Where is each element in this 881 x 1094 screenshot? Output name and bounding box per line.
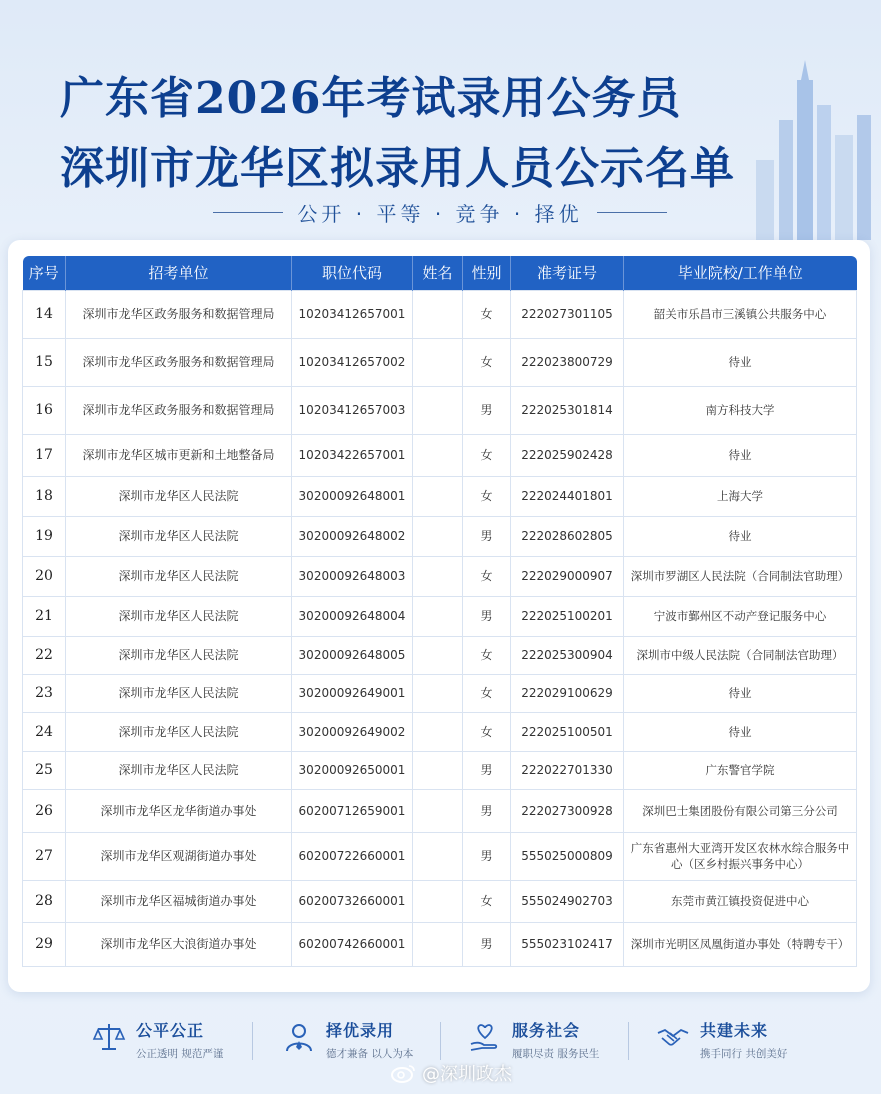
- cell-gender: 女: [463, 290, 511, 338]
- cell-seq: 19: [23, 516, 66, 556]
- cell-exam-no: 222028602805: [511, 516, 624, 556]
- cell-unit: 深圳市龙华区福城街道办事处: [66, 880, 292, 922]
- cell-unit: 深圳市龙华区人民法院: [66, 556, 292, 596]
- cell-name: [413, 880, 463, 922]
- divider: [628, 1022, 629, 1060]
- cell-school: 待业: [624, 674, 857, 712]
- col-header-exam-no: 准考证号: [511, 256, 624, 290]
- subtitle-rule-left: [213, 212, 283, 213]
- cell-position-code: 30200092648003: [292, 556, 413, 596]
- cell-school: 深圳巴士集团股份有限公司第三分公司: [624, 789, 857, 832]
- cell-position-code: 30200092649002: [292, 712, 413, 751]
- cell-school: 广东省惠州大亚湾开发区农林水综合服务中心（区乡村振兴事务中心）: [624, 832, 857, 880]
- handshake-icon: [656, 1020, 690, 1054]
- cell-unit: 深圳市龙华区人民法院: [66, 751, 292, 789]
- cell-position-code: 30200092648002: [292, 516, 413, 556]
- cell-gender: 男: [463, 789, 511, 832]
- cell-position-code: 30200092648001: [292, 476, 413, 516]
- col-header-gender: 性别: [463, 256, 511, 290]
- cell-position-code: 10203412657002: [292, 338, 413, 386]
- cell-school: 广东警官学院: [624, 751, 857, 789]
- cell-unit: 深圳市龙华区观湖街道办事处: [66, 832, 292, 880]
- pillar-future: [656, 1018, 846, 1078]
- cell-gender: 男: [463, 832, 511, 880]
- table-row: [23, 596, 857, 636]
- table-row: [23, 712, 857, 751]
- cell-school: 待业: [624, 434, 857, 476]
- cell-position-code: 60200742660001: [292, 922, 413, 966]
- cell-position-code: 60200712659001: [292, 789, 413, 832]
- cell-name: [413, 751, 463, 789]
- cell-gender: 男: [463, 386, 511, 434]
- table-row: [23, 516, 857, 556]
- cell-school: 韶关市乐昌市三溪镇公共服务中心: [624, 290, 857, 338]
- cell-gender: 女: [463, 476, 511, 516]
- cell-name: [413, 832, 463, 880]
- cell-seq: 14: [23, 290, 66, 338]
- cell-position-code: 30200092648004: [292, 596, 413, 636]
- cell-gender: 男: [463, 596, 511, 636]
- col-header-name: 姓名: [413, 256, 463, 290]
- cell-name: [413, 338, 463, 386]
- cell-unit: 深圳市龙华区人民法院: [66, 596, 292, 636]
- cell-school: 深圳市光明区凤凰街道办事处（特聘专干）: [624, 922, 857, 966]
- cell-gender: 男: [463, 751, 511, 789]
- cell-unit: 深圳市龙华区人民法院: [66, 674, 292, 712]
- cell-exam-no: 222025902428: [511, 434, 624, 476]
- col-header-seq: 序号: [23, 256, 66, 290]
- table-header-row: [23, 256, 857, 290]
- pillar-sub: 携手同行 共创美好: [700, 1048, 788, 1060]
- header: [0, 0, 881, 240]
- cell-seq: 18: [23, 476, 66, 516]
- cell-seq: 17: [23, 434, 66, 476]
- cell-name: [413, 712, 463, 751]
- cell-school: 待业: [624, 712, 857, 751]
- cell-exam-no: 222025301814: [511, 386, 624, 434]
- col-header-school: 毕业院校/工作单位: [624, 256, 857, 290]
- cell-unit: 深圳市龙华区人民法院: [66, 712, 292, 751]
- cell-seq: 21: [23, 596, 66, 636]
- cell-gender: 女: [463, 434, 511, 476]
- table-row: [23, 434, 857, 476]
- pillar-fair: [92, 1018, 282, 1078]
- cell-unit: 深圳市龙华区政务服务和数据管理局: [66, 338, 292, 386]
- cell-position-code: 10203412657001: [292, 290, 413, 338]
- cell-unit: 深圳市龙华区政务服务和数据管理局: [66, 386, 292, 434]
- cell-position-code: 60200722660001: [292, 832, 413, 880]
- cell-seq: 24: [23, 712, 66, 751]
- cell-unit: 深圳市龙华区大浪街道办事处: [66, 922, 292, 966]
- cell-gender: 女: [463, 712, 511, 751]
- table-row: [23, 922, 857, 966]
- cell-name: [413, 386, 463, 434]
- cell-position-code: 10203412657003: [292, 386, 413, 434]
- pillar-sub: 公正透明 规范严谨: [136, 1048, 224, 1060]
- cell-position-code: 30200092649001: [292, 674, 413, 712]
- col-header-unit: 招考单位: [66, 256, 292, 290]
- cell-school: 东莞市黄江镇投资促进中心: [624, 880, 857, 922]
- cell-name: [413, 556, 463, 596]
- cell-seq: 20: [23, 556, 66, 596]
- cell-exam-no: 222025100201: [511, 596, 624, 636]
- weibo-icon: [390, 1063, 416, 1083]
- cell-name: [413, 922, 463, 966]
- cell-position-code: 30200092648005: [292, 636, 413, 674]
- table-row: [23, 636, 857, 674]
- table-row: [23, 832, 857, 880]
- cell-seq: 16: [23, 386, 66, 434]
- subtitle-rule-right: [597, 212, 667, 213]
- cell-gender: 女: [463, 338, 511, 386]
- table-row: [23, 556, 857, 596]
- cell-exam-no: 222027300928: [511, 789, 624, 832]
- cell-gender: 女: [463, 556, 511, 596]
- table-row: [23, 880, 857, 922]
- cell-gender: 女: [463, 674, 511, 712]
- cell-gender: 男: [463, 922, 511, 966]
- table-row: [23, 751, 857, 789]
- divider: [440, 1022, 441, 1060]
- cell-unit: 深圳市龙华区政务服务和数据管理局: [66, 290, 292, 338]
- table-row: [23, 386, 857, 434]
- cell-exam-no: 222024401801: [511, 476, 624, 516]
- cell-unit: 深圳市龙华区龙华街道办事处: [66, 789, 292, 832]
- cell-exam-no: 222023800729: [511, 338, 624, 386]
- table-row: [23, 476, 857, 516]
- cell-seq: 29: [23, 922, 66, 966]
- cell-school: 南方科技大学: [624, 386, 857, 434]
- cell-exam-no: 555024902703: [511, 880, 624, 922]
- table-row: [23, 338, 857, 386]
- table-body: [23, 290, 857, 966]
- cell-gender: 男: [463, 516, 511, 556]
- cell-gender: 女: [463, 636, 511, 674]
- cell-position-code: 60200732660001: [292, 880, 413, 922]
- cell-seq: 28: [23, 880, 66, 922]
- cell-seq: 23: [23, 674, 66, 712]
- heart-hand-icon: [468, 1020, 502, 1054]
- cell-seq: 22: [23, 636, 66, 674]
- cell-unit: 深圳市龙华区城市更新和土地整备局: [66, 434, 292, 476]
- subtitle-row: [190, 197, 690, 227]
- watermark: [390, 1060, 512, 1086]
- subtitle: 公开 · 平等 · 竞争 · 择优: [297, 201, 583, 226]
- cell-exam-no: 555023102417: [511, 922, 624, 966]
- table-card: [8, 240, 870, 992]
- cell-seq: 26: [23, 789, 66, 832]
- cell-school: 上海大学: [624, 476, 857, 516]
- cell-school: 待业: [624, 338, 857, 386]
- pillar-title: 共建未来: [700, 1021, 769, 1040]
- col-header-code: 职位代码: [292, 256, 413, 290]
- cell-exam-no: 222025100501: [511, 712, 624, 751]
- cell-exam-no: 555025000809: [511, 832, 624, 880]
- person-icon: [282, 1020, 316, 1054]
- cell-name: [413, 636, 463, 674]
- cell-name: [413, 434, 463, 476]
- cell-school: 宁波市鄞州区不动产登记服务中心: [624, 596, 857, 636]
- pillar-sub: 履职尽责 服务民生: [512, 1048, 600, 1060]
- table-row: [23, 290, 857, 338]
- pillar-title: 择优录用: [326, 1021, 395, 1040]
- cell-seq: 25: [23, 751, 66, 789]
- cell-name: [413, 596, 463, 636]
- pillar-title: 公平公正: [136, 1021, 205, 1040]
- cell-seq: 27: [23, 832, 66, 880]
- candidates-table: [22, 256, 857, 967]
- cell-exam-no: 222029100629: [511, 674, 624, 712]
- cell-name: [413, 674, 463, 712]
- watermark-text: @深圳政杰: [422, 1064, 512, 1085]
- cell-school: 待业: [624, 516, 857, 556]
- cell-unit: 深圳市龙华区人民法院: [66, 636, 292, 674]
- cell-name: [413, 290, 463, 338]
- pillar-title: 服务社会: [512, 1021, 581, 1040]
- cell-gender: 女: [463, 880, 511, 922]
- pillar-sub: 德才兼备 以人为本: [326, 1048, 414, 1060]
- cell-name: [413, 516, 463, 556]
- cell-unit: 深圳市龙华区人民法院: [66, 516, 292, 556]
- cell-name: [413, 789, 463, 832]
- cell-exam-no: 222027301105: [511, 290, 624, 338]
- cell-exam-no: 222029000907: [511, 556, 624, 596]
- divider: [252, 1022, 253, 1060]
- title-line-2: 深圳市龙华区拟录用人员公示名单: [60, 143, 735, 194]
- cell-school: 深圳市中级人民法院（合同制法官助理）: [624, 636, 857, 674]
- cell-position-code: 30200092650001: [292, 751, 413, 789]
- cell-name: [413, 476, 463, 516]
- cell-exam-no: 222022701330: [511, 751, 624, 789]
- title-line-1: 广东省2026年考试录用公务员: [60, 73, 682, 124]
- cell-exam-no: 222025300904: [511, 636, 624, 674]
- table-row: [23, 789, 857, 832]
- cell-seq: 15: [23, 338, 66, 386]
- cell-school: 深圳市罗湖区人民法院（合同制法官助理）: [624, 556, 857, 596]
- scales-icon: [92, 1020, 126, 1054]
- cell-position-code: 10203422657001: [292, 434, 413, 476]
- table-row: [23, 674, 857, 712]
- cell-unit: 深圳市龙华区人民法院: [66, 476, 292, 516]
